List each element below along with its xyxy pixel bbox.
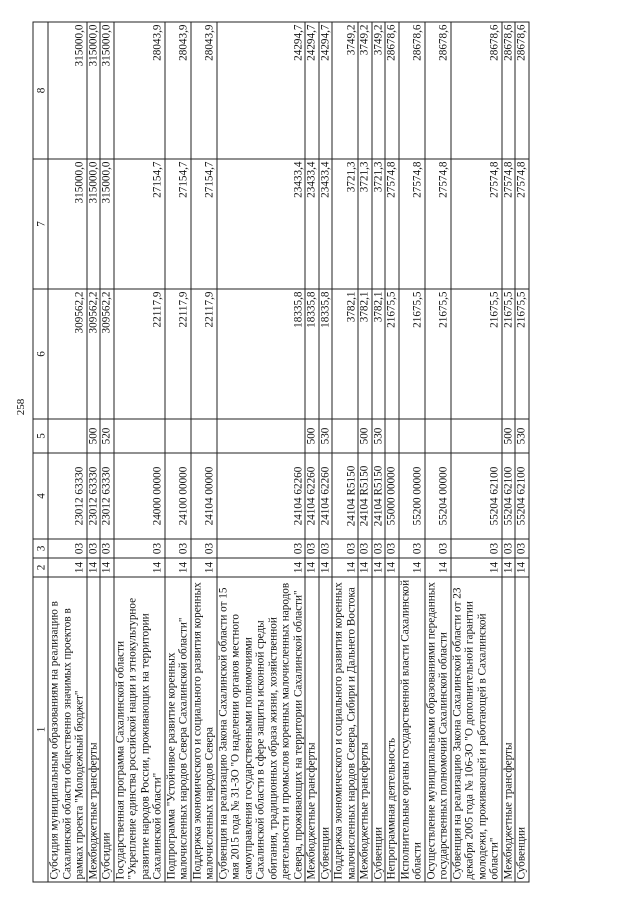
row-cell: 24294,7 [305, 22, 319, 159]
row-cell: 55000 00000 [385, 453, 399, 539]
row-cell [48, 419, 87, 453]
table-body [48, 22, 529, 882]
row-cell: 55204 62100 [515, 453, 529, 539]
budget-table [33, 22, 530, 883]
row-label: Субсидии [100, 577, 114, 882]
row-cell: 03 [87, 539, 101, 558]
table-row [332, 22, 358, 882]
table-row [114, 22, 165, 882]
row-cell: 23433,4 [217, 159, 306, 289]
row-cell: 500 [502, 419, 516, 453]
table-row [191, 22, 217, 882]
row-cell: 14 [100, 558, 114, 577]
row-cell: 24104 R5150 [332, 453, 358, 539]
row-label: Непрограммная деятельность [385, 577, 399, 882]
table-row [451, 22, 502, 882]
row-cell: 530 [515, 419, 529, 453]
row-cell: 03 [358, 539, 372, 558]
row-cell: 3749,2 [372, 22, 386, 159]
row-cell: 530 [372, 419, 386, 453]
row-cell: 28678,6 [502, 22, 516, 159]
row-label: Межбюджетные трансферты [358, 577, 372, 882]
row-cell: 21675,5 [515, 289, 529, 419]
row-cell: 3782,1 [372, 289, 386, 419]
row-cell: 315000,0 [100, 22, 114, 159]
row-cell [385, 419, 399, 453]
table-row [87, 22, 101, 882]
table-row [305, 22, 319, 882]
row-cell: 03 [399, 539, 425, 558]
row-cell: 03 [114, 539, 165, 558]
row-cell: 14 [451, 558, 502, 577]
row-cell: 23012 63330 [87, 453, 101, 539]
row-cell [451, 419, 502, 453]
table-row [100, 22, 114, 882]
row-cell [332, 419, 358, 453]
row-label: Подпрограмма "Устойчивое развитие коренных малочисленных народов Севера Сахалинской области" [165, 577, 191, 882]
row-cell: 03 [425, 539, 451, 558]
row-cell: 315000,0 [48, 22, 87, 159]
row-label: Поддержка экономического и социального развития коренных малочисленных народов Севера [191, 577, 217, 882]
row-cell: 21675,5 [385, 289, 399, 419]
row-cell: 27154,7 [114, 159, 165, 289]
row-label: Субсидия муниципальным образованиям на реализацию в Сахалинской области общественно значимых проектов в рамках проекта "Молодежный бюджет" [48, 577, 87, 882]
row-cell: 23433,4 [305, 159, 319, 289]
row-cell: 21675,5 [425, 289, 451, 419]
row-cell: 28678,6 [451, 22, 502, 159]
column-header: 1 [33, 577, 48, 882]
row-cell: 03 [385, 539, 399, 558]
row-cell [191, 419, 217, 453]
row-cell: 24104 R5150 [358, 453, 372, 539]
row-cell: 03 [305, 539, 319, 558]
table-row [385, 22, 399, 882]
table-row [217, 22, 306, 882]
row-cell: 315000,0 [87, 22, 101, 159]
column-header: 3 [33, 539, 48, 558]
row-cell: 315000,0 [48, 159, 87, 289]
row-cell: 3782,1 [332, 289, 358, 419]
row-cell [114, 419, 165, 453]
row-cell: 22117,9 [165, 289, 191, 419]
table-row [515, 22, 529, 882]
row-cell: 22117,9 [114, 289, 165, 419]
row-cell: 27574,8 [385, 159, 399, 289]
row-label: Государственная программа Сахалинской области "Укрепление единства российской нации и этнокультурное развитие народов России, проживающих на территории Сахалинской области" [114, 577, 165, 882]
row-cell: 14 [48, 558, 87, 577]
row-cell: 24104 62260 [305, 453, 319, 539]
row-label: Межбюджетные трансферты [502, 577, 516, 882]
row-cell: 14 [305, 558, 319, 577]
row-cell: 14 [217, 558, 306, 577]
row-cell: 28043,9 [191, 22, 217, 159]
row-cell: 27574,8 [399, 159, 425, 289]
row-cell: 28678,6 [515, 22, 529, 159]
column-header: 5 [33, 419, 48, 453]
row-cell: 3721,3 [358, 159, 372, 289]
row-cell: 03 [319, 539, 333, 558]
row-cell: 03 [48, 539, 87, 558]
row-cell: 21675,5 [451, 289, 502, 419]
row-cell: 24100 00000 [165, 453, 191, 539]
row-cell: 3721,3 [332, 159, 358, 289]
row-cell: 03 [502, 539, 516, 558]
row-cell: 28043,9 [165, 22, 191, 159]
row-cell: 24104 R5150 [372, 453, 386, 539]
row-cell: 500 [87, 419, 101, 453]
row-cell: 3749,2 [358, 22, 372, 159]
row-label: Исполнительные органы государственной власти Сахалинской области [399, 577, 425, 882]
row-cell: 21675,5 [399, 289, 425, 419]
row-cell: 22117,9 [191, 289, 217, 419]
row-cell: 55200 00000 [399, 453, 425, 539]
row-cell: 309562,2 [87, 289, 101, 419]
row-label: Осуществление муниципальными образованиями переданных государственных полномочий Сахалинской области [425, 577, 451, 882]
row-cell: 24104 00000 [191, 453, 217, 539]
row-cell: 3749,2 [332, 22, 358, 159]
row-cell: 03 [372, 539, 386, 558]
row-cell: 24294,7 [319, 22, 333, 159]
row-cell: 309562,2 [48, 289, 87, 419]
row-cell [425, 419, 451, 453]
row-cell: 530 [319, 419, 333, 453]
row-label: Субвенции [319, 577, 333, 882]
row-cell: 27574,8 [451, 159, 502, 289]
row-cell: 24104 62260 [217, 453, 306, 539]
row-cell: 500 [305, 419, 319, 453]
row-label: Поддержка экономического и социального развития коренных малочисленных народов Севера, Сибири и Дальнего Востока [332, 577, 358, 882]
row-cell: 18335,8 [319, 289, 333, 419]
row-cell: 14 [332, 558, 358, 577]
row-label: Межбюджетные трансферты [305, 577, 319, 882]
row-label: Субвенции [372, 577, 386, 882]
row-cell: 18335,8 [217, 289, 306, 419]
row-cell: 14 [114, 558, 165, 577]
table-row [319, 22, 333, 882]
column-header: 7 [33, 159, 48, 289]
row-cell: 23433,4 [319, 159, 333, 289]
header-row [33, 22, 48, 882]
table-row [358, 22, 372, 882]
row-cell: 28678,6 [385, 22, 399, 159]
row-cell: 28678,6 [425, 22, 451, 159]
column-header: 6 [33, 289, 48, 419]
row-cell: 309562,2 [100, 289, 114, 419]
row-cell: 3721,3 [372, 159, 386, 289]
row-cell: 28678,6 [399, 22, 425, 159]
row-cell: 27574,8 [425, 159, 451, 289]
row-cell: 14 [191, 558, 217, 577]
table-row [399, 22, 425, 882]
row-label: Субвенция на реализацию Закона Сахалинской области от 15 мая 2015 года № 31-ЗО "О наделении органов местного самоуправления государственными полномочиями Сахалинской области в сфере защиты исконной среды обитания, традиционных образа жизни, хозяйственной деятельности и промыслов коренных малочисленных народов Севера, проживающих на территории Сахалинской области" [217, 577, 306, 882]
column-header: 2 [33, 558, 48, 577]
row-cell: 14 [425, 558, 451, 577]
row-cell: 315000,0 [100, 159, 114, 289]
row-cell: 03 [100, 539, 114, 558]
column-header: 8 [33, 22, 48, 159]
row-cell: 24104 62260 [319, 453, 333, 539]
row-label: Межбюджетные трансферты [87, 577, 101, 882]
row-cell: 24000 00000 [114, 453, 165, 539]
row-cell: 03 [515, 539, 529, 558]
table-row [425, 22, 451, 882]
row-cell: 14 [372, 558, 386, 577]
row-cell: 27574,8 [502, 159, 516, 289]
row-cell: 14 [87, 558, 101, 577]
row-cell: 18335,8 [305, 289, 319, 419]
row-cell: 03 [332, 539, 358, 558]
row-label: Субвенция на реализацию Закона Сахалинской области от 23 декабря 2005 года № 106-ЗО "О дополнительной гарантии молодежи, проживающей и работающей в Сахалинской области" [451, 577, 502, 882]
row-cell: 27154,7 [165, 159, 191, 289]
row-cell: 55204 62100 [451, 453, 502, 539]
row-cell: 28043,9 [114, 22, 165, 159]
row-cell: 03 [191, 539, 217, 558]
row-cell [217, 419, 306, 453]
rotated-page [33, 23, 608, 883]
row-cell: 03 [217, 539, 306, 558]
row-cell: 27574,8 [515, 159, 529, 289]
row-cell: 14 [515, 558, 529, 577]
row-cell [165, 419, 191, 453]
row-cell: 23012 63330 [100, 453, 114, 539]
table-row [372, 22, 386, 882]
row-cell: 520 [100, 419, 114, 453]
row-label: Субвенции [515, 577, 529, 882]
row-cell: 315000,0 [87, 159, 101, 289]
row-cell: 14 [502, 558, 516, 577]
row-cell: 27154,7 [191, 159, 217, 289]
row-cell: 21675,5 [502, 289, 516, 419]
row-cell: 03 [451, 539, 502, 558]
row-cell: 14 [358, 558, 372, 577]
row-cell: 3782,1 [358, 289, 372, 419]
row-cell: 14 [319, 558, 333, 577]
row-cell: 55204 62100 [502, 453, 516, 539]
row-cell: 14 [385, 558, 399, 577]
table-row [165, 22, 191, 882]
row-cell: 24294,7 [217, 22, 306, 159]
row-cell: 23012 63330 [48, 453, 87, 539]
row-cell: 14 [399, 558, 425, 577]
column-header: 4 [33, 453, 48, 539]
row-cell: 55204 00000 [425, 453, 451, 539]
table-row [502, 22, 516, 882]
page-number: 258 [15, 398, 27, 416]
row-cell [399, 419, 425, 453]
table-row [48, 22, 87, 882]
row-cell: 500 [358, 419, 372, 453]
row-cell: 14 [165, 558, 191, 577]
row-cell: 03 [165, 539, 191, 558]
